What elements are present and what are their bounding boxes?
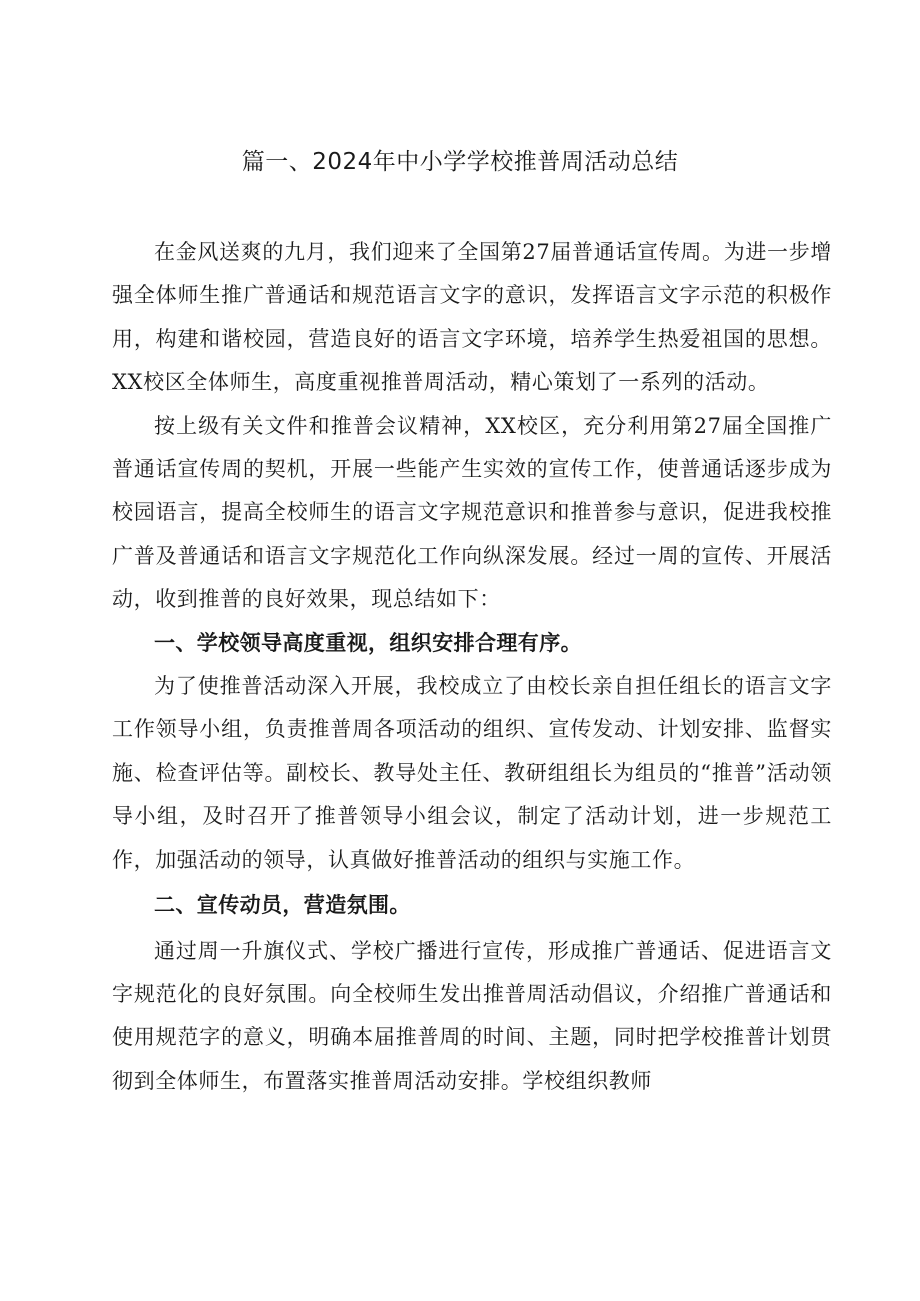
section-heading-1: 一、学校领导高度重视，组织安排合理有序。 bbox=[154, 630, 582, 655]
intro-paragraph: 在金风送爽的九月，我们迎来了全国第27届普通话宣传周。为进一步增强全体师生推广普通话和规范语言文字的意识，发挥语言文字示范的积极作用，构建和谐校园，营造良好的语言文字环境，培养学生热爱祖国的思想。XX校区全体师生，高度重视推普周活动，精心策划了一系列的活动。 bbox=[112, 240, 832, 395]
document-body bbox=[112, 231, 832, 1103]
section-paragraph-1: 为了使推普活动深入开展，我校成立了由校长亲自担任组长的语言文字工作领导小组，负责推普周各项活动的组织、宣传发动、计划安排、监督实施、检查评估等。副校长、教导处主任、教研组组长为组员的“推普”活动领导小组，及时召开了推普领导小组会议，制定了活动计划，进一步规范工作，加强活动的领导，认真做好推普活动的组织与实施工作。 bbox=[112, 674, 832, 872]
document-title: 篇一、2024年中小学学校推普周活动总结 bbox=[241, 149, 679, 175]
context-paragraph: 按上级有关文件和推普会议精神，XX校区，充分利用第27届全国推广普通话宣传周的契机，开展一些能产生实效的宣传工作，使普通话逐步成为校园语言，提高全校师生的语言文字规范意识和推普参与意识，促进我校推广普及普通话和语言文字规范化工作向纵深发展。经过一周的宣传、开展活动，收到推普的良好效果，现总结如下： bbox=[112, 413, 832, 612]
section-paragraph-2: 通过周一升旗仪式、学校广播进行宣传，形成推广普通话、促进语言文字规范化的良好氛围。向全校师生发出推普周活动倡议，介绍推广普通话和使用规范字的意义，明确本届推普周的时间、主题，同时把学校推普计划贯彻到全体师生，布置落实推普周活动安排。学校组织教师 bbox=[112, 938, 832, 1093]
section-heading-2: 二、宣传动员，营造氛围。 bbox=[154, 893, 411, 918]
